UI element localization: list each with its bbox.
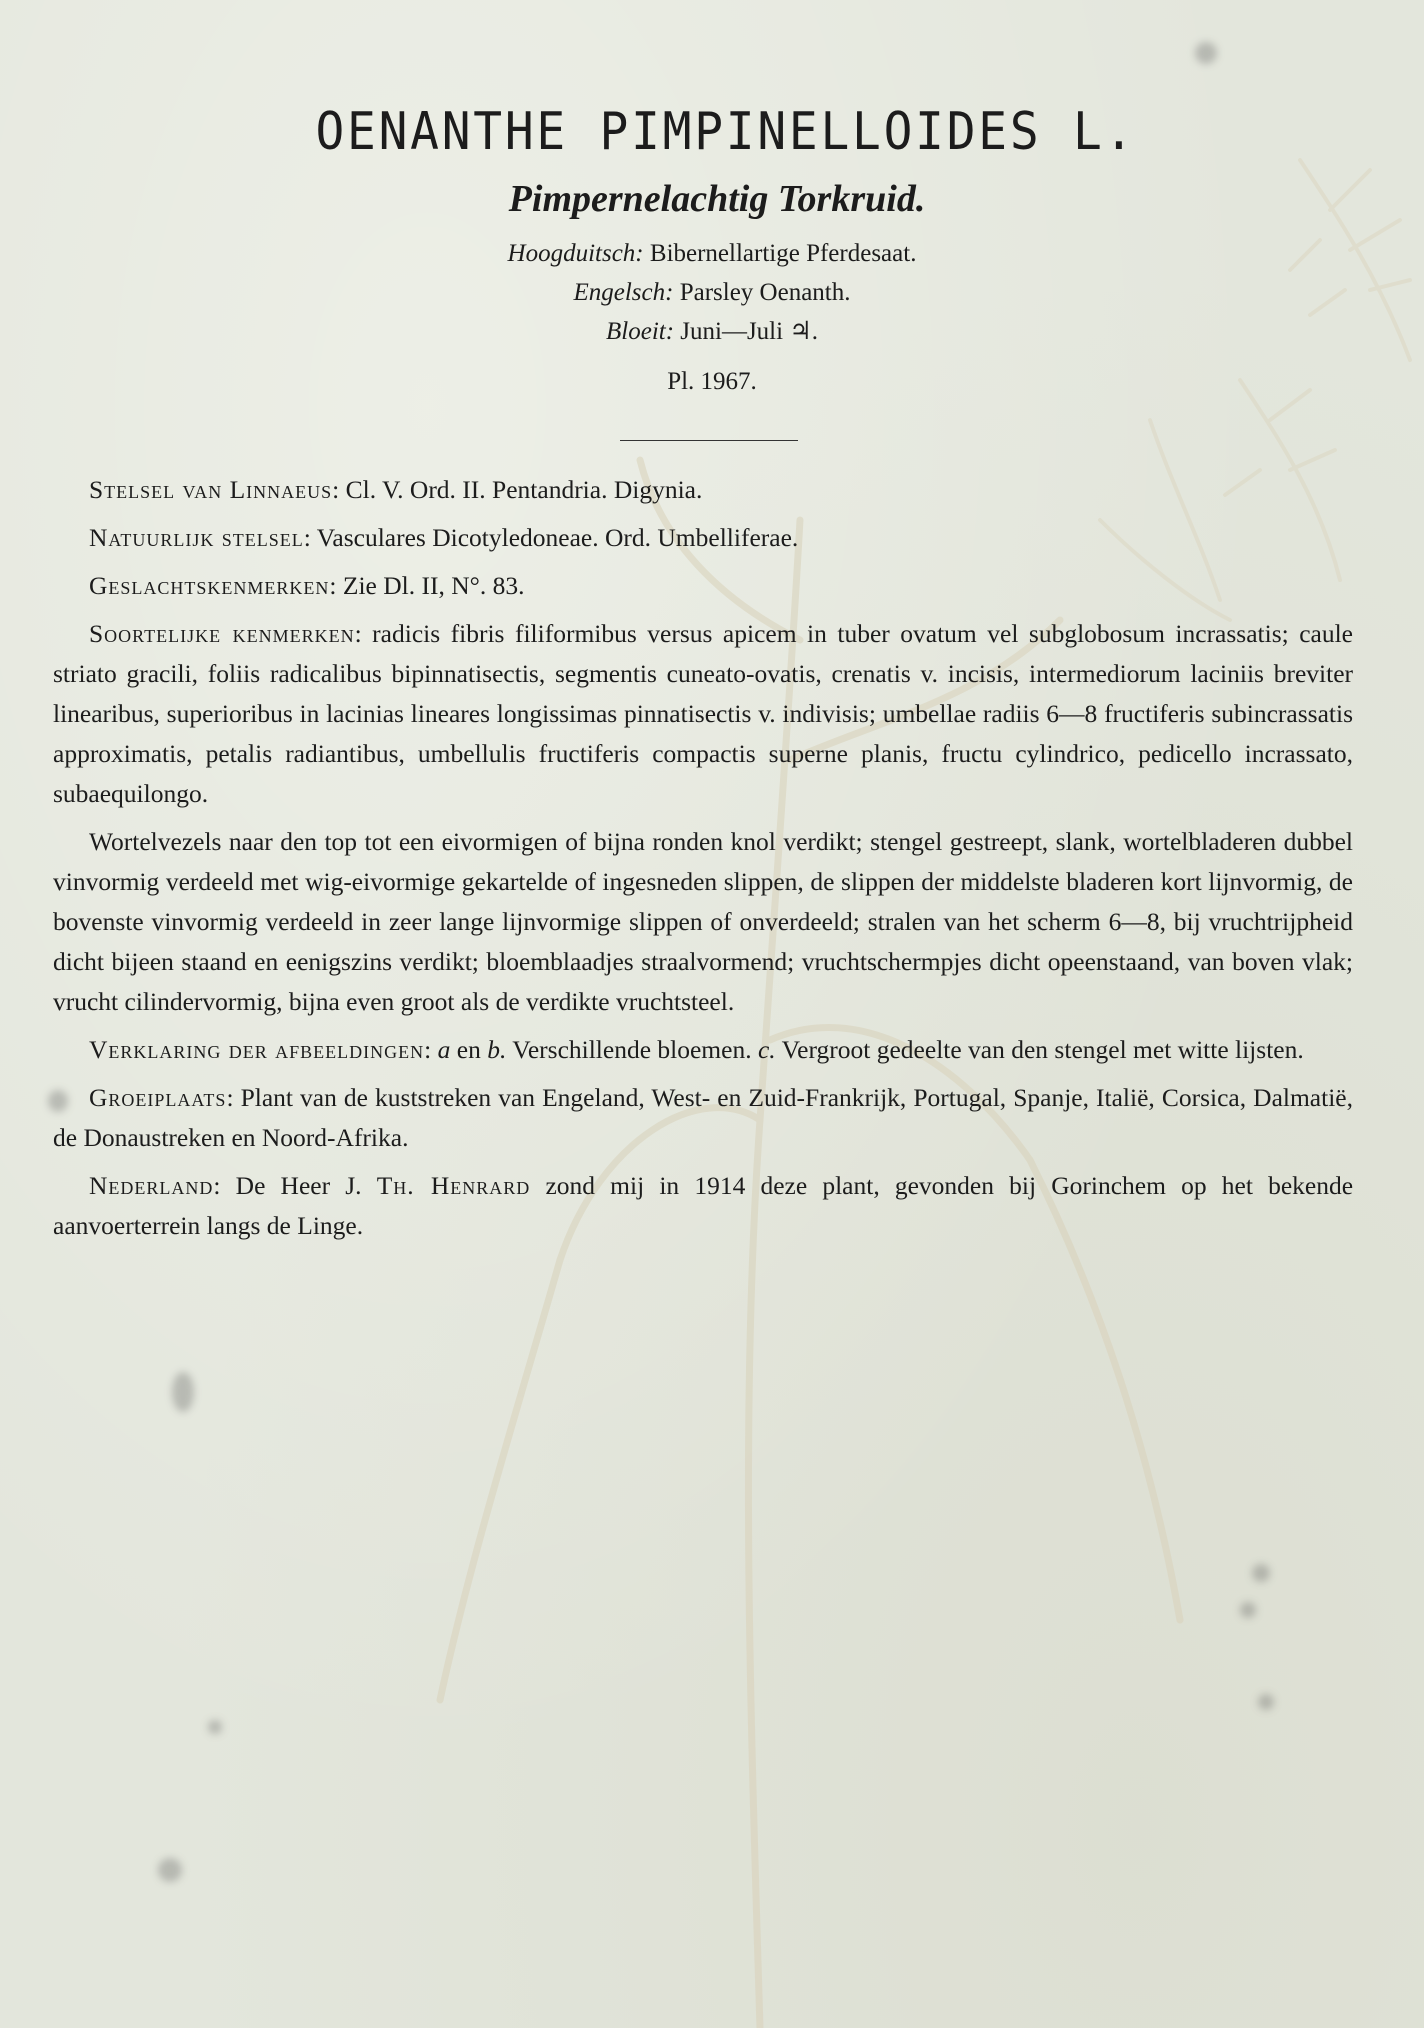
dutch-description-paragraph: Wortelvezels naar den top tot een eivormigen of bijna ronden knol verdikt; stengel gestreept, slank, wortelbladeren dubbel vinvormig verdeeld met wig-eivormige gekartelde of ingesneden slippen, de slippen der middelste bladeren kort lijnvormig, de bovenste vinvormig verdeeld in zeer lange lijnvormige slippen of onverdeeld; stralen van het scherm 6—8, bij vruchtrijpheid dicht bijeen staand en eenigszins verdikt; bloemblaadjes straalvormend; vruchtschermpjes dicht opeenstaand, van boven vlak; vrucht cilindervormig, bijna even groot als de verdikte vruchtsteel. <box>53 827 1353 1016</box>
species-title: OENANTHE PIMPINELLOIDES L. <box>315 102 1137 162</box>
netherlands-label: Nederland <box>89 1171 214 1200</box>
english-name-value: Parsley Oenanth. <box>679 279 851 306</box>
genus-label: Geslachtskenmerken <box>89 571 330 600</box>
header-divider <box>620 440 798 441</box>
foxing-spot <box>208 1720 222 1734</box>
english-name-label: Engelsch: <box>573 279 674 306</box>
bloom-line <box>0 312 1424 351</box>
description-body <box>53 470 1353 1254</box>
linnaeus-text: Cl. V. Ord. II. Pentandria. Digynia. <box>345 475 703 504</box>
foxing-spot <box>1258 1694 1274 1710</box>
plate-header <box>0 96 1424 399</box>
species-characters-paragraph: Soortelijke kenmerken: radicis fibris filiformibus versus apicem in tuber ovatum vel subglobosum incrassatis; caule striato gracili, foliis radicalibus bipinnatisectis, segmentis cuneato-ovatis, crenatis v. incisis, intermediorum laciniis breviter linearibus, superioribus in lacinias lineares longissimas pinnatisectis v. indivisis; umbellae radiis 6—8 fructiferis subincrassatis approximatis, petalis radiantibus, umbellulis fructiferis compactis superne planis, fructu cylindrico, pedicello incrassato, subaequilongo. <box>53 619 1354 808</box>
vernacular-names <box>0 234 1424 351</box>
figures-conjunction: en <box>456 1035 481 1064</box>
habitat-paragraph: Groeiplaats: Plant van de kuststreken van Engeland, West- en Zuid-Frankrijk, Portugal, Spanje, Italië, Corsica, Dalmatië, de Donaustreken en Noord-Afrika. <box>53 1083 1353 1152</box>
german-name-line <box>0 234 1424 273</box>
foxing-spot <box>1252 1564 1270 1582</box>
figures-paragraph: Verklaring der afbeeldingen: a en b. Verschillende bloemen. c. Vergroot gedeelte van den stengel met witte lijsten. <box>89 1035 1304 1064</box>
figures-text-stem: Vergroot gedeelte van den stengel met witte lijsten. <box>781 1035 1304 1064</box>
figures-text-flowers: Verschillende bloemen. <box>512 1035 752 1064</box>
foxing-spot <box>172 1372 194 1412</box>
plate-number: Pl. 1967. <box>667 368 757 395</box>
genus-text: Zie Dl. II, N°. 83. <box>342 571 525 600</box>
collector-name: Th. Henrard <box>376 1171 531 1200</box>
foxing-spot <box>1240 1602 1256 1618</box>
linnaeus-label: Stelsel van Linnaeus <box>89 475 333 504</box>
netherlands-text-pre: De Heer J. <box>235 1171 362 1200</box>
species-characters-text: radicis fibris filiformibus versus apicem in tuber ovatum vel subglobosum incrassatis; caule striato gracili, foliis radicalibus bipinnatisectis, segmentis cuneato-ovatis, crenatis v. incisis, intermediorum laciniis breviter linearibus, superioribus in lacinias lineares longissimas pinnatisectis v. indivisis; umbellae radiis 6—8 fructiferis subincrassatis approximatis, petalis radiantibus, umbellulis fructiferis compactis superne planis, fructu cylindrico, pedicello incrassato, subaequilongo. <box>53 619 1354 808</box>
natural-system-paragraph: Natuurlijk stelsel: Vasculares Dicotyledoneae. Ord. Umbelliferae. <box>89 523 799 552</box>
german-name-label: Hoogduitsch: <box>507 240 644 267</box>
figures-label: Verklaring der afbeeldingen <box>89 1035 425 1064</box>
species-characters-label: Soortelijke kenmerken <box>89 619 355 648</box>
figure-letter-a: a <box>437 1035 451 1064</box>
foxing-spot <box>1195 42 1217 64</box>
linnaeus-paragraph: Stelsel van Linnaeus: Cl. V. Ord. II. Pentandria. Digynia. <box>89 475 703 504</box>
bloom-value: Juni—Juli ♃. <box>680 318 818 345</box>
habitat-label: Groeiplaats <box>89 1083 227 1112</box>
genus-paragraph: Geslachtskenmerken: Zie Dl. II, N°. 83. <box>89 571 525 600</box>
english-name-line <box>0 273 1424 312</box>
foxing-spot <box>158 1858 182 1882</box>
figure-letter-c: c. <box>757 1035 776 1064</box>
german-name-value: Bibernellartige Pferdesaat. <box>649 240 917 267</box>
netherlands-paragraph: Nederland: De Heer J. Th. Henrard zond mij in 1914 deze plant, gevonden bij Gorinchem op het bekende aanvoerterrein langs de Linge. <box>53 1171 1354 1240</box>
figure-letter-b: b. <box>487 1035 507 1064</box>
dutch-name: Pimpernelachtig Torkruid. <box>508 178 926 220</box>
natural-system-text: Vasculares Dicotyledoneae. Ord. Umbelliferae. <box>316 523 799 552</box>
habitat-text: Plant van de kuststreken van Engeland, West- en Zuid-Frankrijk, Portugal, Spanje, Italië, Corsica, Dalmatië, de Donaustreken en Noord-Afrika. <box>53 1083 1353 1152</box>
bloom-label: Bloeit: <box>606 318 675 345</box>
netherlands-text-post: zond mij in 1914 deze plant, gevonden bij Gorinchem op het bekende aanvoerterrein langs de Linge. <box>53 1171 1354 1240</box>
natural-system-label: Natuurlijk stelsel <box>89 523 304 552</box>
